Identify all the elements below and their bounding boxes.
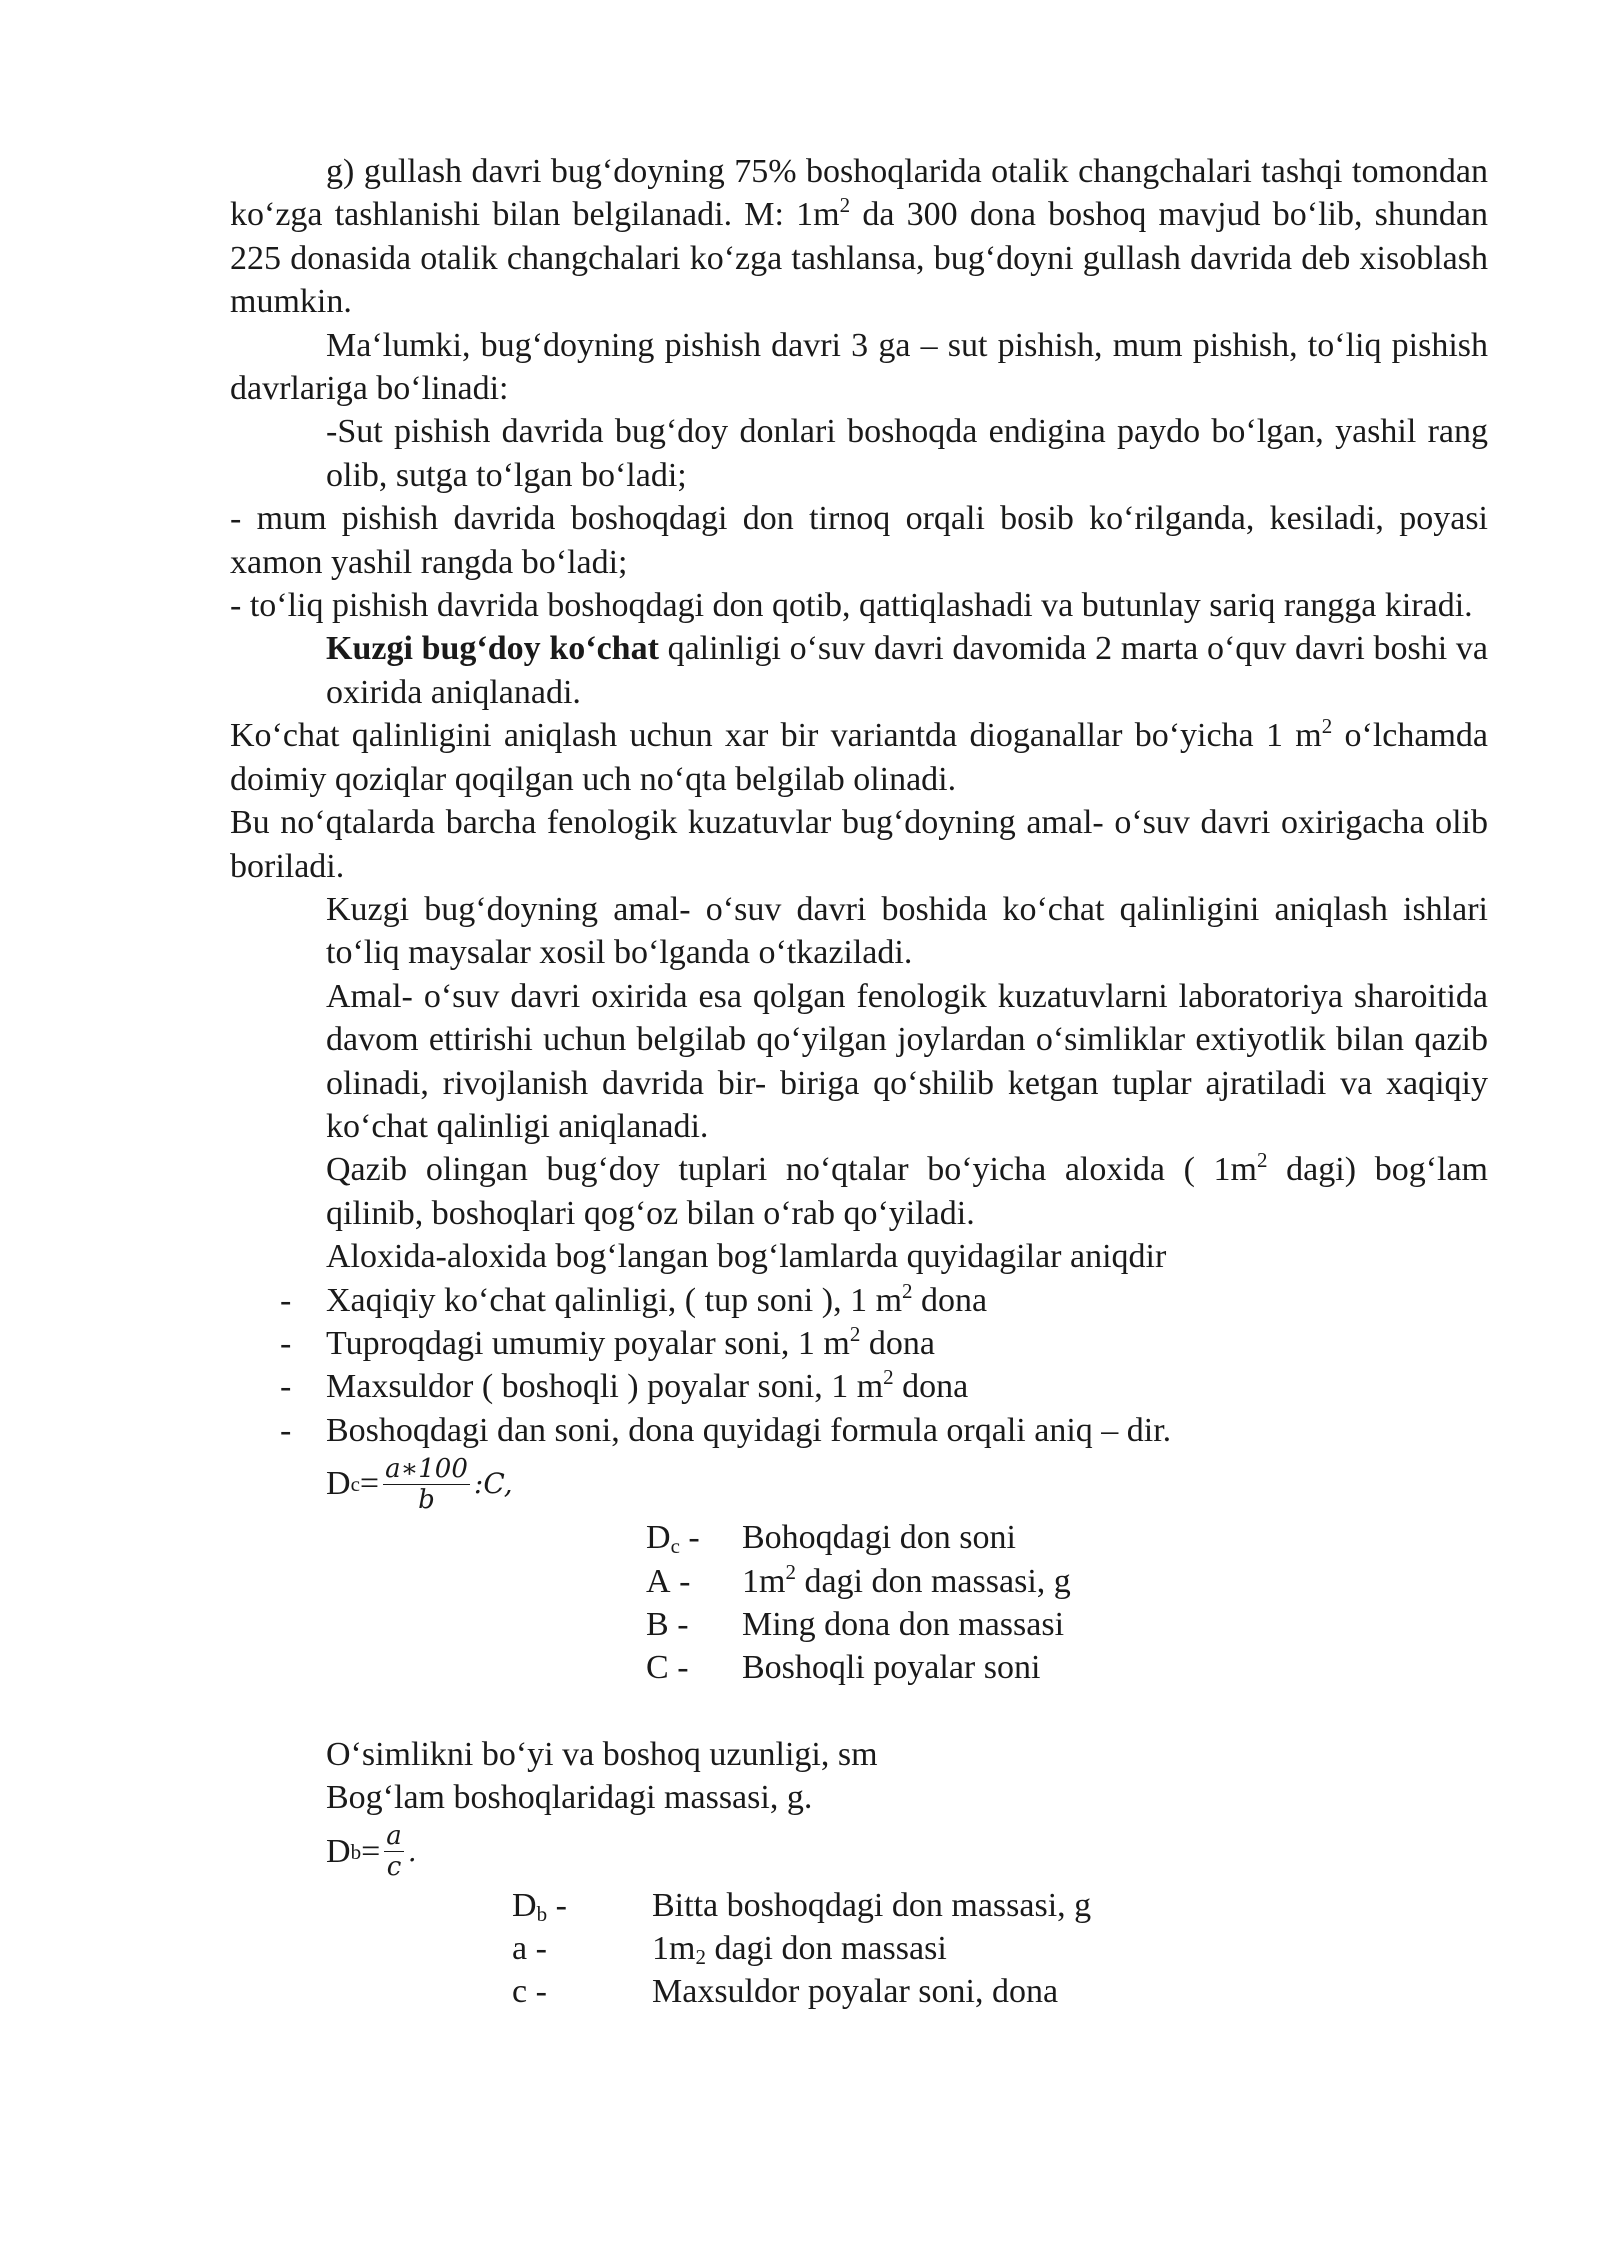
legend-description: Bitta boshoqdagi don massasi, g xyxy=(652,1886,1092,1924)
paragraph-milk-ripeness: -Sut pishish davrida bug‘doy donlari boshoqda endigina paydo bo‘lgan, yashil rang olib, sutga to‘lgan bo‘ladi; xyxy=(326,413,1488,494)
paragraph-ripening-period: Ma‘lumki, bug‘doyning pishish davri 3 ga – sut pishish, mum pishish, to‘liq pishish davrlariga bo‘linadi: xyxy=(230,326,1488,408)
legend-symbol: B - xyxy=(646,1606,689,1643)
paragraph-observation-points: Bu no‘qtalarda barcha fenologik kuzatuvlar bug‘doyning amal- o‘suv davri oxirigacha olib boriladi. xyxy=(230,804,1488,885)
fraction: $\frac{a∗100}{b}$ xyxy=(385,1453,468,1515)
paragraph-full-ripeness: - to‘liq pishish davrida boshoqdagi don qotib, qattiqlashadi va butunlay sariq rangga kiradi. xyxy=(230,587,1473,625)
legend-description: Bohoqdagi don soni xyxy=(742,1519,1016,1557)
paragraph-determined-items: Aloxida-aloxida bog‘langan bog‘lamlarda quyidagilar aniqdir xyxy=(326,1238,1167,1276)
paragraph-density-method: Ko‘chat qalinligini aniqlash uchun xar bir variantda dioganallar bo‘yicha 1 $m^2$ o‘lchamda doimiy qoziqlar qoqilgan uch no‘qta belgilab olinadi. xyxy=(230,714,1488,798)
legend-symbol: $D_c$ - xyxy=(646,1519,700,1559)
list-item: - Xaqiqiy ko‘chat qalinligi, ( tup soni ), 1 $m^2$ dona xyxy=(280,1278,988,1319)
list-item: - Boshoqdagi dan soni, dona quyidagi formula orqali aniq – dir. xyxy=(280,1411,1172,1449)
legend-description: $1m_2$ dagi don massasi xyxy=(652,1930,947,1970)
dash-list xyxy=(230,1279,1488,1453)
fraction: $\frac{a}{c}$ xyxy=(386,1821,402,1883)
paragraph-flowering-period: g) gullash davri bug‘doyning 75% boshoqlarida otalik changchalari tashqi tomondan ko‘zga tashlanishi bilan belgilanadi. M: $1m^2$ da 300 dona boshoq mavjud bo‘lib, shundan 225 donasida otalik changchalari ko‘zga tashlansa, bug‘doyni gullash davrida deb xisoblash mumkin. xyxy=(230,153,1488,321)
spacer xyxy=(230,1690,1488,1733)
legend-description: Boshoqli poyalar soni xyxy=(742,1649,1041,1687)
legend-symbol: a - xyxy=(512,1930,547,1968)
legend-description: Ming dona don massasi xyxy=(742,1606,1065,1643)
paragraph-wax-ripeness: - mum pishish davrida boshoqdagi don tirnoq orqali bosib ko‘rilganda, kesiladi, poyasi xamon yashil rangda bo‘ladi; xyxy=(230,500,1488,581)
paragraph-vegetation-start: Kuzgi bug‘doyning amal- o‘suv davri boshida ko‘chat qalinligini aniqlash ishlari to‘liq maysalar xosil bo‘lganda o‘tkaziladi. xyxy=(326,890,1488,972)
bold-term: Kuzgi bug‘doy ko‘chat xyxy=(326,630,659,668)
formula-legend-1 xyxy=(230,1516,1488,1690)
paragraph-vegetation-end: Amal- o‘suv davri oxirida esa qolgan fenologik kuzatuvlarni laboratoriya sharoitida davom ettirishi uchun belgilab qo‘yilgan joylardan o‘simliklar extiyotlik bilan qazib olinadi, rivojlanish davrida bir- biriga qo‘shilib ketgan tuplar ajratiladi va xaqiqiy ko‘chat qalinligi aniqlanadi. xyxy=(326,977,1488,1145)
paragraph-plant-height: O‘simlikni bo‘yi va boshoq uzunligi, sm xyxy=(326,1735,878,1773)
formula-grain-mass: D b = $\frac{a}{c}$ . xyxy=(326,1821,417,1883)
legend-symbol: $D_b$ - xyxy=(512,1886,567,1926)
formula-legend-2 xyxy=(230,1884,1488,2014)
paragraph-bundle-mass: Bog‘lam boshoqlaridagi massasi, g. xyxy=(326,1779,813,1817)
legend-symbol: C - xyxy=(646,1649,689,1687)
list-item: - Tuproqdagi umumiy poyalar soni, 1 $m^2$ dona xyxy=(280,1321,935,1362)
legend-description: $1m^2$ dagi don massasi, g xyxy=(742,1559,1071,1600)
legend-symbol: A - xyxy=(646,1562,691,1600)
list-item: - Maxsuldor ( boshoqli ) poyalar soni, 1 $m^2$ dona xyxy=(280,1365,969,1406)
formula-grain-count: D c = $\frac{a∗100}{b}$ :C, xyxy=(326,1453,513,1515)
paragraph-bundles: Qazib olingan bug‘doy tuplari no‘qtalar bo‘yicha aloxida ( $1m^2$ dagi) bog‘lam qilinib, boshoqlari qog‘oz bilan o‘rab qo‘yiladi. xyxy=(326,1148,1488,1232)
legend-symbol: c - xyxy=(512,1973,547,2011)
paragraph-seedling-density: Kuzgi bug‘doy ko‘chat qalinligi o‘suv davri davomida 2 marta o‘quv davri boshi va oxirida aniqlanadi. xyxy=(326,630,1488,711)
legend-description: Maxsuldor poyalar soni, dona xyxy=(652,1973,1059,2011)
